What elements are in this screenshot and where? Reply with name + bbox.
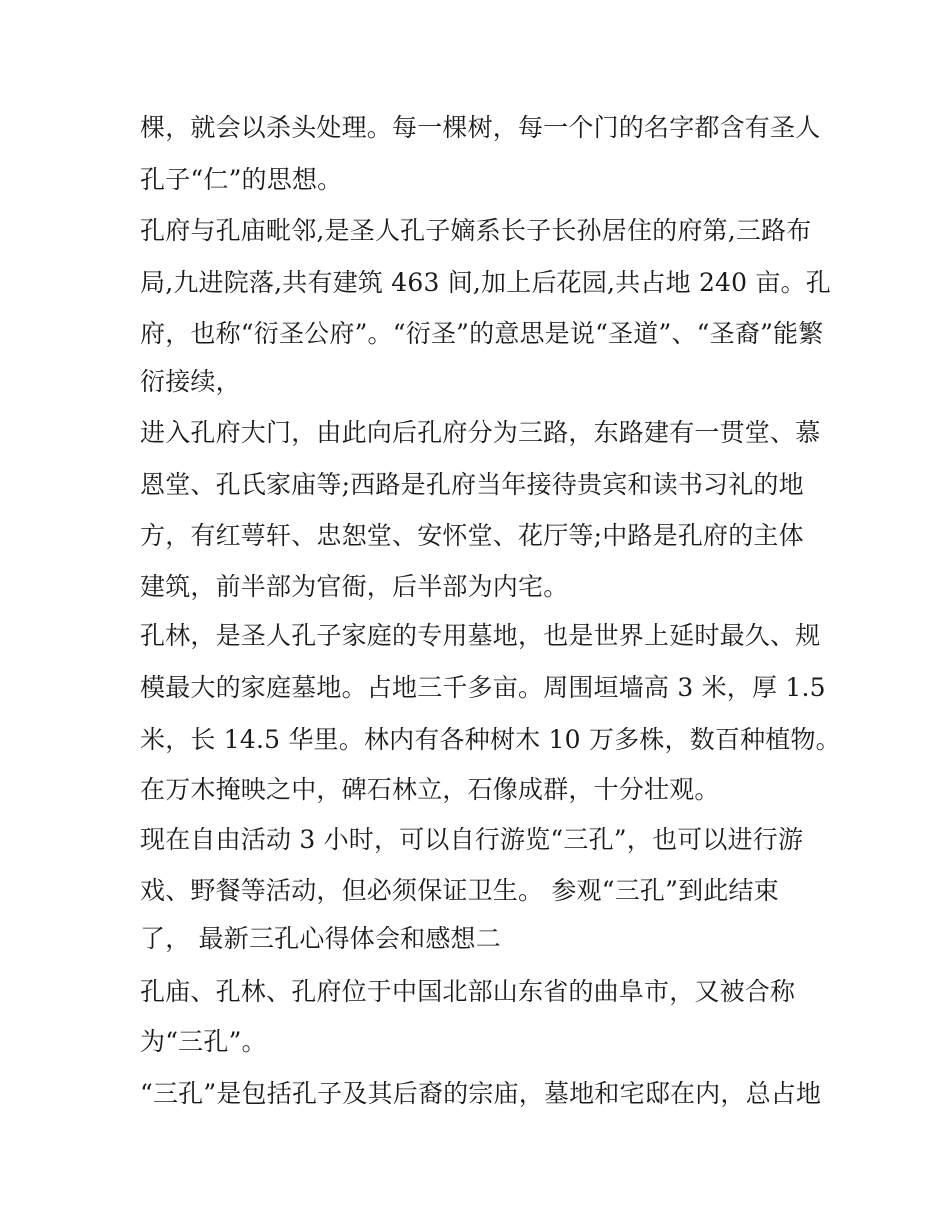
- text-line: 孔子“仁”的思想。: [140, 165, 343, 194]
- text-line: 米，长 14.5 华里。林内有各种树木 10 万多株，数百种植物。: [140, 725, 841, 754]
- text-line: 孔林，是圣人孔子家庭的专用墓地，也是世界上延时最久、规: [140, 621, 821, 650]
- text-line: 了， 最新三孔心得体会和感想二: [140, 924, 501, 953]
- text-line: 进入孔府大门，由此向后孔府分为三路，东路建有一贯堂、慕: [140, 418, 821, 447]
- text-line: 衍接续，: [140, 367, 241, 396]
- text-line: 棵，就会以杀头处理。每一棵树，每一个门的名字都含有圣人: [140, 113, 821, 142]
- text-line: 建筑，前半部为官衙，后半部为内宅。: [140, 572, 569, 601]
- text-line: 孔府与孔庙毗邻,是圣人孔子嫡系长子长孙居住的府第,三路布: [140, 216, 812, 245]
- text-line: 模最大的家庭墓地。占地三千多亩。周围垣墙高 3 米，厚 1.5: [140, 673, 826, 702]
- text-line: 为“三孔”。: [140, 1027, 267, 1056]
- text-line: 恩堂、孔氏家庙等;西路是孔府当年接待贵宾和读书习礼的地: [140, 470, 804, 499]
- text-line: 方，有红萼轩、忠恕堂、安怀堂、花厅等;中路是孔府的主体: [140, 521, 804, 550]
- text-line: 戏、野餐等活动，但必须保证卫生。 参观“三孔”到此结束: [140, 876, 779, 905]
- text-line: 孔庙、孔林、孔府位于中国北部山东省的曲阜市，又被合称: [140, 977, 796, 1006]
- text-line: 现在自由活动 3 小时，可以自行游览“三孔”，也可以进行游: [140, 825, 804, 854]
- text-line: “三孔”是包括孔子及其后裔的宗庙，墓地和宅邸在内，总占地: [140, 1079, 822, 1108]
- text-line: 府，也称“衍圣公府”。“衍圣”的意思是说“圣道”、“圣裔”能繁: [140, 319, 824, 348]
- text-line: 在万木掩映之中，碑石林立，石像成群，十分壮观。: [140, 775, 720, 804]
- text-line: 局,九进院落,共有建筑 463 间,加上后花园,共占地 240 亩。孔: [140, 268, 832, 297]
